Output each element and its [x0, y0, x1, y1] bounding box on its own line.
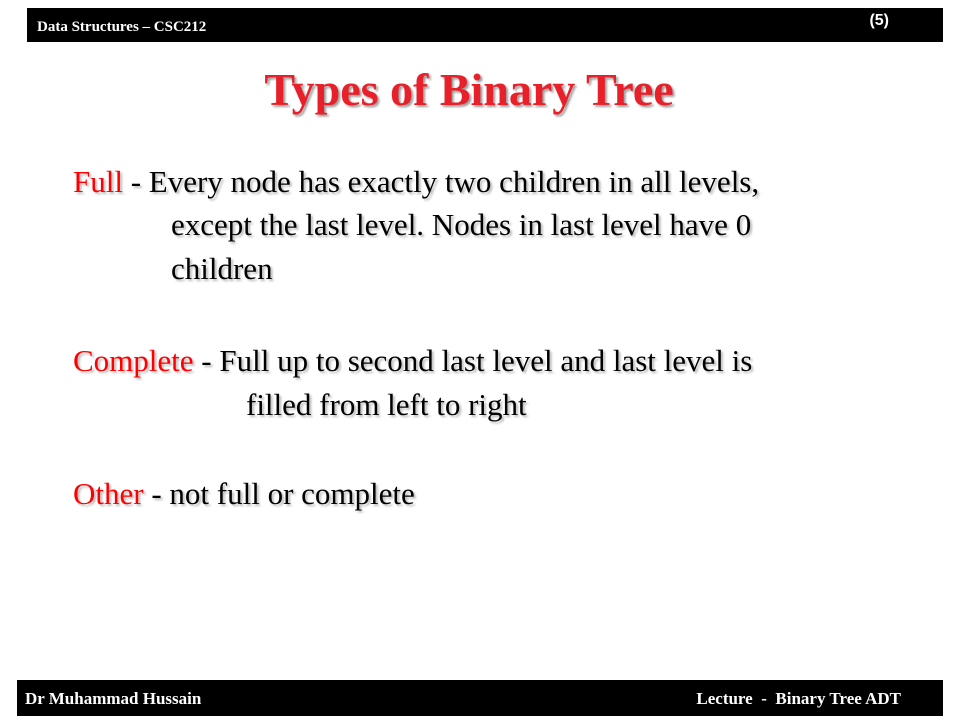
term-complete: Complete [73, 343, 194, 378]
author-name: Dr Muhammad Hussain [25, 689, 202, 708]
term-full: Full [73, 164, 123, 199]
definition-line [73, 473, 415, 515]
definition-line [73, 340, 752, 382]
lecture-title: Lecture - Binary Tree ADT [696, 689, 901, 708]
course-name: Data Structures – CSC212 [37, 19, 207, 35]
definition-text: - Every node has exactly two children in all levels, [122, 164, 760, 199]
footer-bar [17, 680, 943, 716]
definition-text: - Full up to second last level and last level is [193, 343, 753, 378]
definition-line: children [171, 251, 273, 286]
definition-line: filled from left to right [246, 387, 527, 422]
definition-line [73, 161, 759, 203]
term-other: Other [73, 476, 144, 511]
page-number: (5) [869, 12, 889, 29]
definition-line: except the last level. Nodes in last level have 0 [171, 207, 752, 242]
header-bar [27, 8, 943, 42]
definition-text: - not full or complete [143, 476, 415, 511]
slide-title: Types of Binary Tree [264, 64, 674, 115]
